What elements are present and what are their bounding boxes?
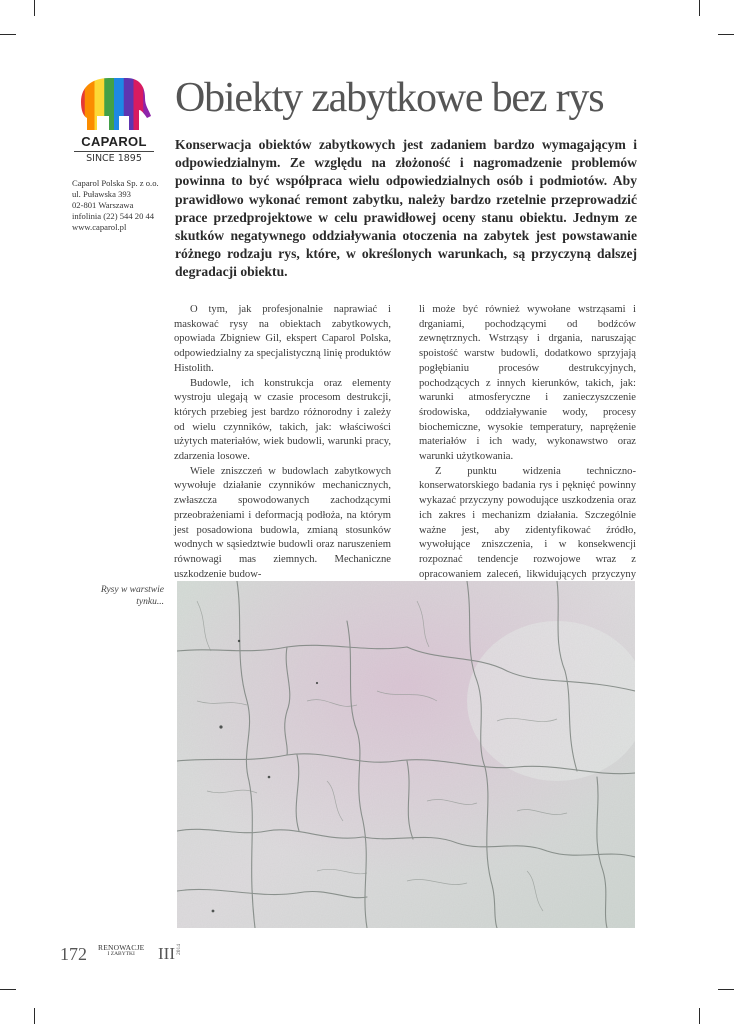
magazine-name-line: I ZABYTKI — [107, 951, 135, 957]
logo-stripe — [104, 76, 114, 132]
crop-mark — [34, 1008, 35, 1024]
article-lead: Konserwacja obiektów zabytkowych jest zadaniem bardzo wymagającym i odpowiedzialnym. Ze względu na złożoność i nagromadzenie problemów powinna to być współpraca wielu odpowiedzialnych osób i podmiotów. Aby prawidłowo wykonać remont zabytku, należy bardzo rzetelnie przeprowadzić prace przedprojektowe w celu prawidłowej oceny stanu obiektu. Jednym ze skutków negatywnego oddziaływania otoczenia na zabytek jest powstawanie różnego rodzaju rys, które, w określonych warunkach, są przyczyną dalszej degradacji obiektu. — [175, 137, 637, 280]
paragraph: Z punktu widzenia techniczno-konserwatorskiego badania rys i pęknięć powinny wykazać przyczyny powodujące uszkodzenia oraz ich zakres i mechanizm działania. Szczególnie ważne jest, aby zidentyfikować źródło, wywołujące zniszczenia, i w konsekwencji rozpoznać tendencje rozwojowe wraz z opracowaniem zaleceń, likwidujących przyczyny — [419, 465, 636, 580]
elephant-logo-icon — [75, 76, 153, 132]
magazine-name-line: RENOWACJE — [98, 943, 145, 952]
crop-mark — [699, 0, 700, 16]
website-link[interactable]: www.caparol.pl — [72, 221, 127, 232]
logo-stripe — [124, 76, 134, 132]
crop-mark — [699, 1008, 700, 1024]
logo-stripe — [75, 76, 85, 132]
company-address — [72, 178, 159, 233]
cracked-plaster-photo — [177, 581, 635, 928]
caparol-logo — [72, 76, 156, 164]
paragraph: O tym, jak profesjonalnie naprawiać i maskować rysy na obiektach zabytkowych, opowiada Zbigniew Gil, ekspert Caparol Polska, odpowiedzialny za specjalistyczną linię produktów Histolith. — [174, 304, 391, 374]
address-line: ul. Puławska 393 — [72, 188, 131, 199]
paragraph: Wiele zniszczeń w budowlach zabytkowych wywołuje działanie czynników mechanicznych, zwłaszcza spowodowanych zachodzącymi przeobrażeniami i deformacją podłoża, na którym jest posadowiona budowla, zmianą stosunków wodnych w sąsiedztwie budowli oraz naruszeniem równowagi mas ziemnych. Mechaniczne uszkodzenie budow- — [174, 465, 391, 580]
logo-stripe — [95, 76, 105, 132]
brand-name: CAPAROL — [81, 134, 147, 149]
logo-stripe — [134, 76, 144, 132]
logo-stripe — [85, 76, 95, 132]
article-title: Obiekty zabytkowe bez rys — [175, 75, 604, 121]
address-line: 02-801 Warszawa — [72, 199, 134, 210]
paragraph: Budowle, ich konstrukcja oraz elementy wystroju ulegają w czasie procesom destrukcji, których przebieg jest bardzo różnorodny i zależy od wielu czynników, takich, jak: właściwości użytych materiałów, wiek budowli, warunki pracy, zdarzenia losowe. — [174, 377, 391, 463]
issue-year: 2014 — [176, 944, 182, 955]
paragraph: li może być również wywołane wstrząsami i drganiami, pochodzącymi od bodźców zewnętrznych. Wstrząsy i drgania, naruszając spoistość warstw budowli, dodatkowo sprzyjają pogłębianiu procesów destrukcyjnych, pochodzących z innych kierunków, takich, jak: warunki atmosferyczne i zanieczyszczenie środowiska, oddziaływanie wody, procesy biochemiczne, wysokie temperatury, naprężenie materiałów i ich wady, wykonawstwo oraz warunki użytkowania. — [419, 304, 636, 463]
crop-mark — [34, 0, 35, 16]
crop-mark — [718, 989, 734, 990]
logo-stripe — [143, 76, 153, 132]
article-column-right — [419, 303, 636, 597]
logo-stripe — [114, 76, 124, 132]
issue-number: III — [158, 944, 175, 963]
article-column-left — [174, 303, 391, 582]
crop-mark — [0, 34, 16, 35]
magazine-name — [98, 944, 144, 958]
crop-mark — [0, 989, 16, 990]
address-line: Caparol Polska Sp. z o.o. — [72, 178, 159, 188]
page-number: 172 — [60, 944, 87, 964]
address-line: infolinia (22) 544 20 44 — [72, 210, 155, 221]
crop-mark — [718, 34, 734, 35]
figure-caption: Rysy w warstwie tynku... — [100, 585, 164, 607]
divider — [74, 151, 154, 152]
since-year: SINCE 1895 — [86, 153, 142, 164]
